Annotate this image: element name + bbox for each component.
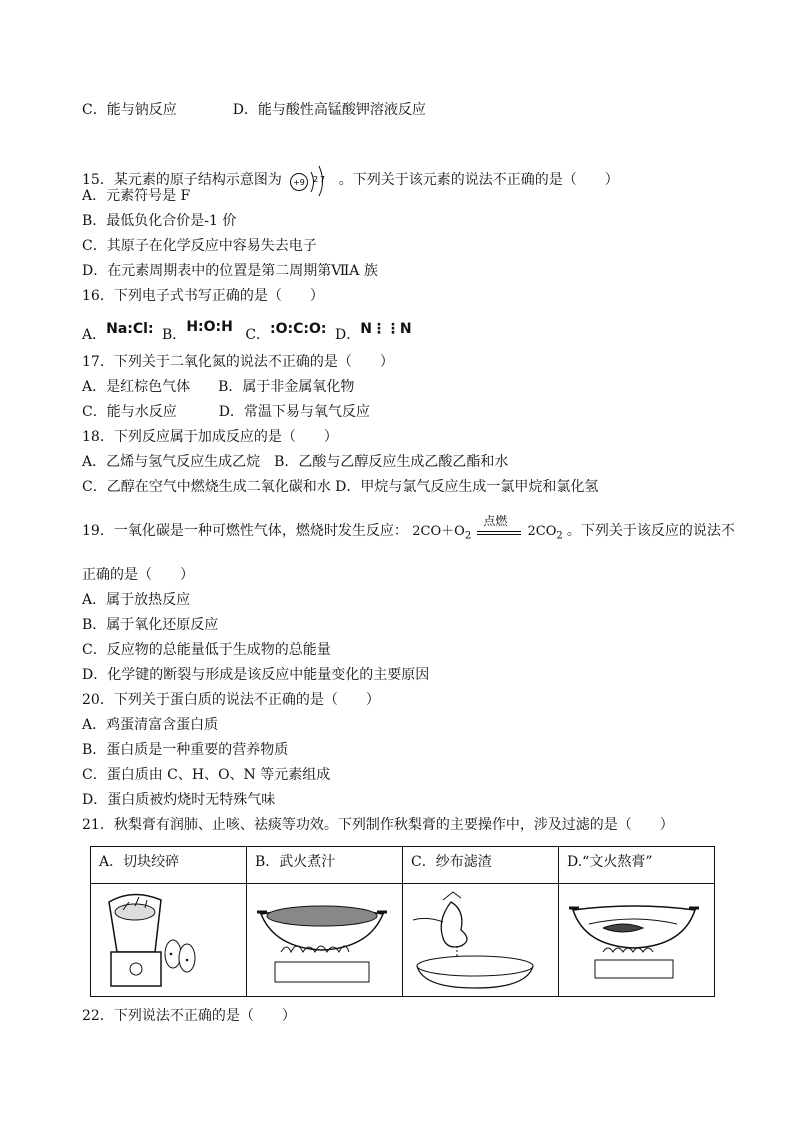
- combustion-equation: $2CO+O_2$ 点燃 $2CO_2$: [412, 513, 563, 542]
- question-20: 20．下列关于蛋白质的说法不正确的是（ ）: [82, 692, 380, 708]
- q20-option-d: D．蛋白质被灼烧时无特殊气味: [82, 792, 276, 808]
- q19-option-b: B．属于氧化还原反应: [82, 617, 219, 633]
- q19-option-a: A．属于放热反应: [82, 592, 191, 608]
- q14-options-cd: C．能与钠反应 D．能与酸性高锰酸钾溶液反应: [82, 102, 426, 118]
- question-15: 15．某元素的原子结构示意图为 +9 2 7 。下列关于该元素的说法不正确的是（ ）: [82, 160, 619, 198]
- electron-formula-a: Na:Cl:: [106, 321, 154, 337]
- q19-stem-continuation: 正确的是（ ）: [82, 567, 194, 583]
- electron-formula-d: N⋮⋮N: [360, 321, 412, 337]
- op-cell-a: A．切块绞碎: [91, 847, 247, 884]
- q17-options-cd: C．能与水反应 D．常温下易与氧气反应: [82, 404, 370, 420]
- q15-option-c: C．其原子在化学反应中容易失去电子: [82, 238, 317, 254]
- q16-options: A．Na:Cl: B．H:O:H C．:O:C:O: D．N⋮⋮N: [82, 319, 412, 343]
- q18-options-cd: C．乙醇在空气中燃烧生成二氧化碳和水 D．甲烷与氯气反应生成一氯甲烷和氯化氢: [82, 479, 599, 495]
- q15-option-a: A．元素符号是 F: [82, 188, 191, 204]
- op-cell-c: C．纱布滤渣: [403, 847, 559, 884]
- question-18: 18．下列反应属于加成反应的是（ ）: [82, 429, 338, 445]
- q20-option-c: C．蛋白质由 C、H、O、N 等元素组成: [82, 767, 331, 783]
- question-22: 22．下列说法不正确的是（ ）: [82, 1008, 296, 1024]
- gauze-filter-illustration: [403, 884, 557, 992]
- simmer-pot-illustration: [559, 884, 713, 992]
- op-pic-d: [559, 884, 715, 997]
- atom-structure-diagram: [288, 160, 332, 198]
- question-19: 19．一氧化碳是一种可燃性气体，燃烧时发生反应： $2CO+O_2$ 点燃 $2CO_2$ 。下列关于该反应的说法不: [82, 513, 735, 542]
- q18-options-ab: A．乙烯与氢气反应生成乙烷 B．乙酸与乙醇反应生成乙酸乙酯和水: [82, 454, 509, 470]
- nucleus-charge: +9: [293, 178, 306, 187]
- shell-1-electrons: 2: [313, 175, 319, 184]
- q19-option-d: D．化学键的断裂与形成是该反应中能量变化的主要原因: [82, 667, 430, 683]
- op-cell-b: B．武火煮汁: [247, 847, 403, 884]
- question-21: 21．秋梨膏有润肺、止咳、祛痰等功效。下列制作秋梨膏的主要操作中，涉及过滤的是（ ）: [82, 817, 674, 833]
- op-pic-c: [403, 884, 559, 997]
- question-16: 16．下列电子式书写正确的是（ ）: [82, 288, 324, 304]
- q17-options-ab: A．是红棕色气体 B．属于非金属氧化物: [82, 379, 355, 395]
- pear-paste-operations-table: [90, 846, 715, 997]
- electron-formula-c: :O:C:O:: [270, 321, 327, 337]
- shell-2-electrons: 7: [320, 175, 326, 184]
- q15-option-d: D．在元素周期表中的位置是第二周期第ⅦA 族: [82, 263, 378, 279]
- q15-option-b: B．最低负化合价是-1 价: [82, 213, 237, 229]
- q19-option-c: C．反应物的总能量低于生成物的总能量: [82, 642, 331, 658]
- op-pic-b: [247, 884, 403, 997]
- electron-formula-b: H:O:H: [186, 319, 233, 335]
- op-pic-a: [91, 884, 247, 997]
- reaction-condition-arrow: 点燃: [477, 524, 521, 540]
- q20-option-a: A．鸡蛋清富含蛋白质: [82, 717, 219, 733]
- blender-illustration: [91, 884, 245, 992]
- op-cell-d: D.“文火熬膏”: [559, 847, 715, 884]
- question-17: 17．下列关于二氧化氮的说法不正确的是（ ）: [82, 354, 394, 370]
- boiling-pot-illustration: [247, 884, 401, 992]
- q20-option-b: B．蛋白质是一种重要的营养物质: [82, 742, 289, 758]
